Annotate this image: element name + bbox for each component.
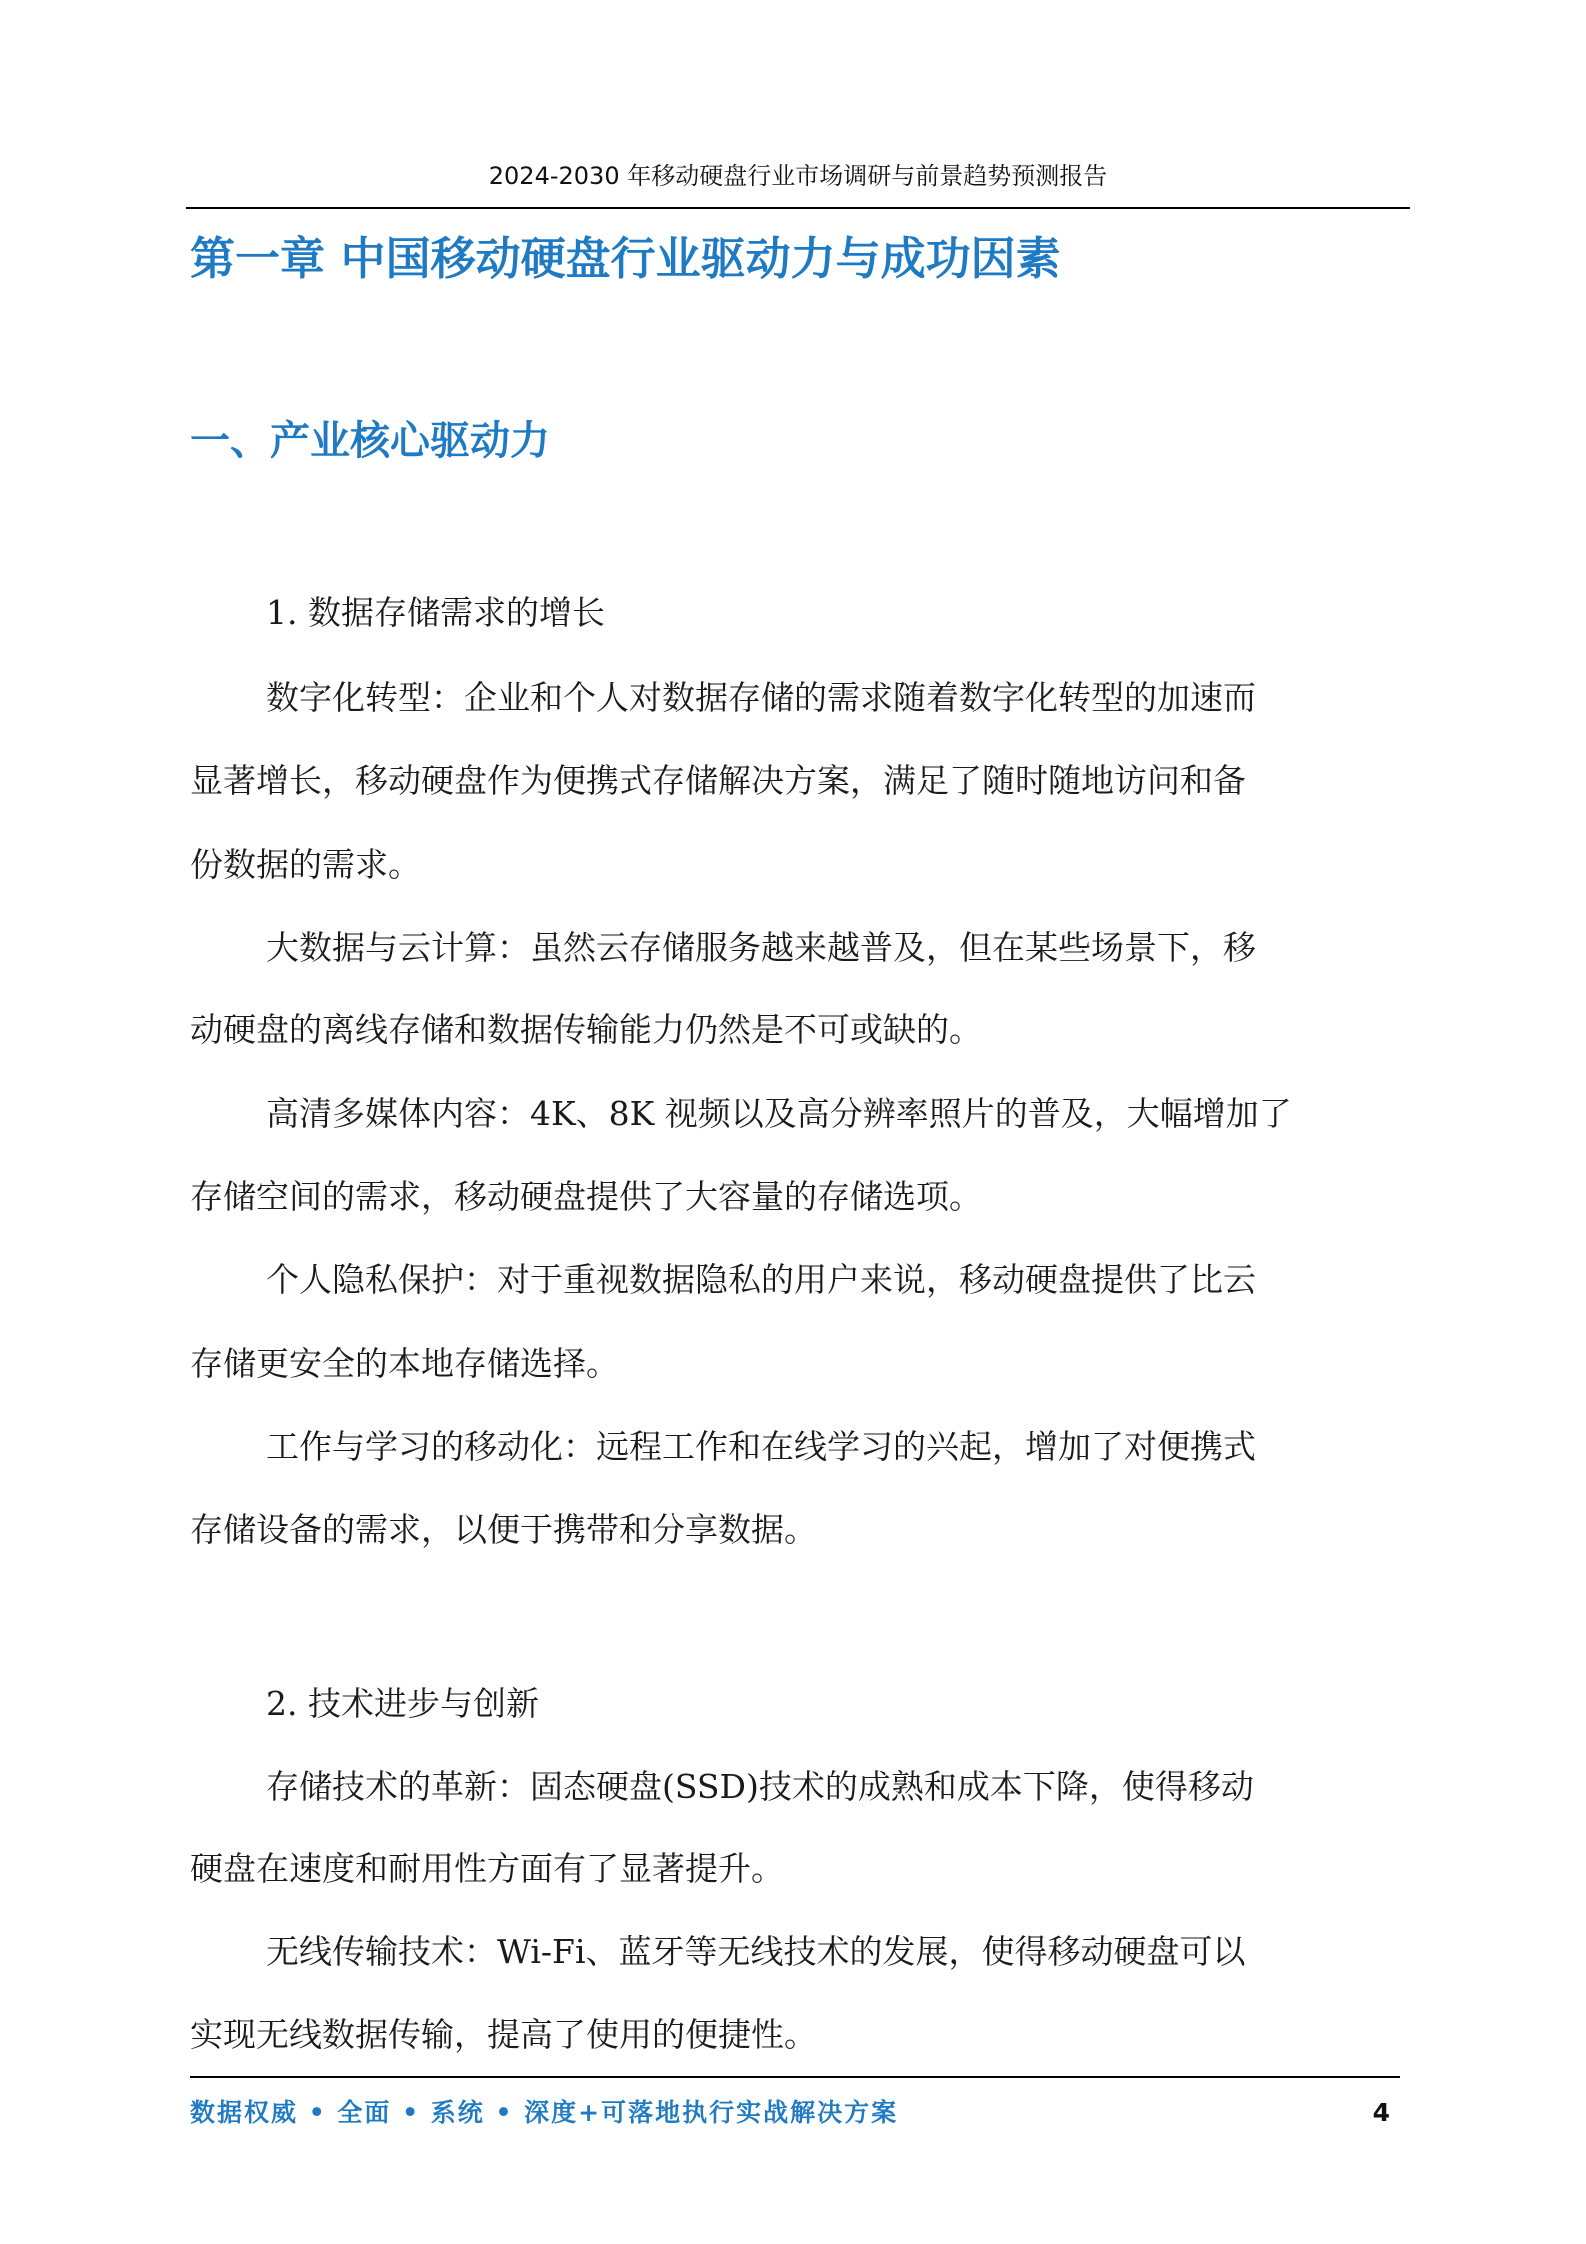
paragraph-line: 工作与学习的移动化：远程工作和在线学习的兴起，增加了对便携式 [266,1427,1256,1466]
subsection-heading-2: 2. 技术进步与创新 [266,1684,539,1723]
paragraph-line: 存储更安全的本地存储选择。 [190,1344,619,1383]
page-number: 4 [1372,2098,1390,2127]
paragraph-line: 个人隐私保护：对于重视数据隐私的用户来说，移动硬盘提供了比云 [266,1260,1256,1299]
paragraph-line: 实现无线数据传输，提高了使用的便捷性。 [190,2015,817,2054]
paragraph-line: 硬盘在速度和耐用性方面有了显著提升。 [190,1849,784,1888]
header-divider [186,207,1410,209]
paragraph-line: 份数据的需求。 [190,845,421,884]
paragraph-line: 无线传输技术：Wi-Fi、蓝牙等无线技术的发展，使得移动硬盘可以 [266,1932,1246,1971]
paragraph-line: 高清多媒体内容：4K、8K 视频以及高分辨率照片的普及，大幅增加了 [266,1094,1292,1133]
subsection-heading-1: 1. 数据存储需求的增长 [266,593,605,632]
paragraph-line: 数字化转型：企业和个人对数据存储的需求随着数字化转型的加速而 [266,678,1256,717]
section-title: 一、产业核心驱动力 [190,418,550,464]
footer-slogan: 数据权威 • 全面 • 系统 • 深度+可落地执行实战解决方案 [190,2098,899,2127]
paragraph-line: 动硬盘的离线存储和数据传输能力仍然是不可或缺的。 [190,1010,982,1049]
paragraph-line: 大数据与云计算：虽然云存储服务越来越普及，但在某些场景下，移 [266,928,1256,967]
header-title: 2024-2030 年移动硬盘行业市场调研与前景趋势预测报告 [488,162,1108,190]
paragraph-line: 存储空间的需求，移动硬盘提供了大容量的存储选项。 [190,1177,982,1216]
paragraph-line: 存储技术的革新：固态硬盘(SSD)技术的成熟和成本下降，使得移动 [266,1767,1254,1806]
paragraph-line: 显著增长，移动硬盘作为便携式存储解决方案，满足了随时随地访问和备 [190,761,1246,800]
chapter-title: 第一章 中国移动硬盘行业驱动力与成功因素 [190,232,1061,285]
paragraph-line: 存储设备的需求，以便于携带和分享数据。 [190,1510,817,1549]
footer-divider [190,2076,1400,2078]
